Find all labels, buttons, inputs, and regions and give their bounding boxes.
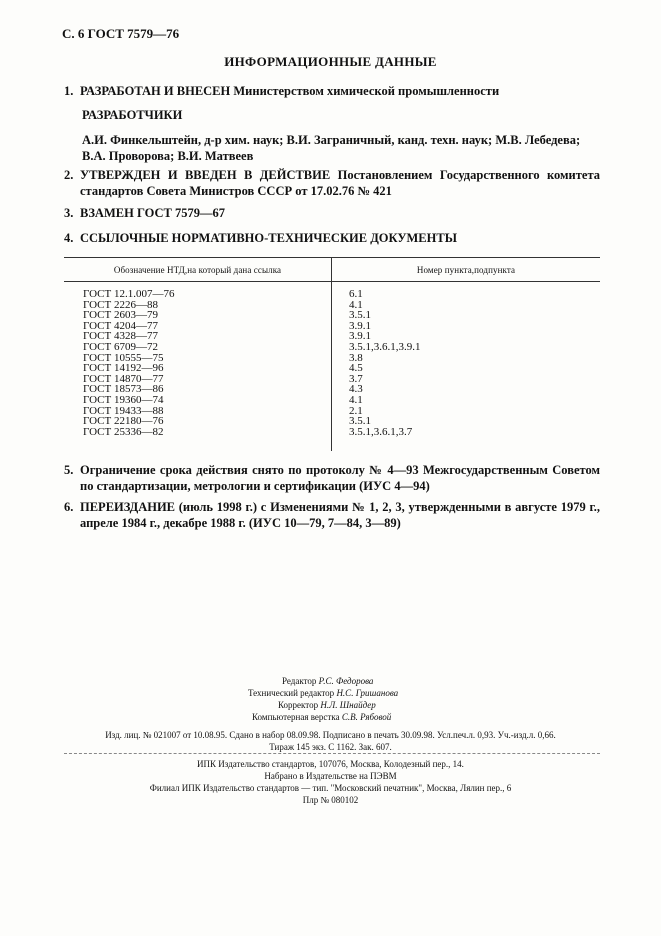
imprint-editor: [282, 675, 373, 687]
section-2: [64, 167, 600, 199]
layout-name: С.В. Рябовой: [341, 712, 392, 722]
table-cell-clause: 3.5.1,3.6.1,3.7: [349, 425, 413, 438]
page-title: ИНФОРМАЦИОННЫЕ ДАННЫЕ: [224, 54, 437, 69]
corrector-name: Н.Л. Шнайдер: [320, 700, 376, 710]
table-cell-ntd: ГОСТ 18573—86: [83, 383, 164, 396]
page-header: С. 6 ГОСТ 7579—76: [62, 26, 180, 41]
imprint-line-6: Плр № 080102: [302, 795, 359, 805]
imprint-line-4: Набрано в Издательстве на ПЭВМ: [264, 771, 397, 781]
table-cell-ntd: ГОСТ 19360—74: [83, 393, 164, 406]
section-2-number: 2.: [64, 168, 74, 182]
section-5: [64, 462, 600, 494]
imprint-corrector: [278, 699, 376, 711]
editor-label: Редактор: [282, 676, 317, 686]
imprint-layout: [252, 711, 391, 723]
section-4-number: 4.: [64, 231, 74, 245]
table-cell-clause: 3.7: [349, 372, 363, 385]
imprint-divider: [64, 753, 600, 754]
section-4-text: ССЫЛОЧНЫЕ НОРМАТИВНО-ТЕХНИЧЕСКИЕ ДОКУМЕНТЫ: [80, 231, 457, 245]
section-6: [64, 499, 600, 531]
developers-heading: РАЗРАБОТЧИКИ: [82, 108, 183, 122]
table-cell-clause: 3.5.1: [349, 415, 371, 428]
table-cell-clause: 4.1: [349, 298, 363, 311]
table-header-rule: [64, 281, 600, 282]
imprint-line-1: Изд. лиц. № 021007 от 10.08.95. Сдано в набор 08.09.98. Подписано в печать 30.09.98. Усл.печ.л. 0,93. Уч.-изд.л. 0,66.: [105, 730, 556, 740]
table-cell-clause: 3.5.1,3.6.1,3.9.1: [349, 340, 421, 353]
tech-editor-label: Технический редактор: [248, 688, 335, 698]
table-cell-ntd: ГОСТ 4204—77: [83, 319, 158, 332]
imprint-tech-editor: [248, 687, 398, 699]
editor-name: Р.С. Федорова: [318, 676, 374, 686]
table-cell-clause: 3.8: [349, 351, 363, 364]
developers-line-1: А.И. Финкельштейн, д-р хим. наук; В.И. Заграничный, канд. техн. наук; М.В. Лебедева;: [82, 133, 581, 147]
table-header-ntd: Обозначение НТД,на который дана ссылка: [113, 265, 282, 275]
corrector-label: Корректор: [278, 700, 319, 710]
table-cell-ntd: ГОСТ 12.1.007—76: [83, 288, 175, 300]
table-cell-clause: 3.9.1: [349, 330, 371, 343]
imprint-line-2: Тираж 145 экз. С 1162. Зак. 607.: [269, 742, 392, 752]
developers-list: [82, 132, 600, 164]
table-cell-clause: 4.5: [349, 362, 363, 375]
table-cell-clause: 4.1: [349, 393, 363, 406]
section-5-number: 5.: [64, 463, 74, 477]
table-cell-clause: 4.3: [349, 383, 363, 396]
table-cell-ntd: ГОСТ 4328—77: [83, 330, 158, 343]
table-cell-ntd: ГОСТ 14192—96: [83, 362, 164, 375]
section-5-text: Ограничение срока действия снято по протоколу № 4—93 Межгосударственным Советом по стандартизации, метрологии и сертификации (ИУС 4—94): [80, 463, 600, 493]
section-2-text: УТВЕРЖДЕН И ВВЕДЕН В ДЕЙСТВИЕ Постановлением Государственного комитета стандартов Совета Министров СССР от 17.02.76 № 421: [80, 168, 600, 198]
table-cell-clause: 3.5.1: [349, 309, 371, 322]
section-1: [64, 84, 600, 99]
section-1-text: РАЗРАБОТАН И ВНЕСЕН Министерством химической промышленности: [80, 84, 500, 98]
table-cell-ntd: ГОСТ 10555—75: [83, 351, 164, 364]
table-cell-ntd: ГОСТ 19433—88: [83, 404, 164, 417]
imprint-line-5: Филиал ИПК Издательство стандартов — тип. "Московский печатник", Москва, Лялин пер., 6: [149, 783, 512, 793]
table-cell-ntd: ГОСТ 6709—72: [83, 340, 158, 353]
table-column-divider: [331, 257, 332, 451]
table-cell-ntd: ГОСТ 14870—77: [83, 372, 164, 385]
tech-editor-name: Н.С. Гришанова: [336, 688, 399, 698]
table-column-clause: [349, 289, 421, 437]
section-6-number: 6.: [64, 500, 74, 514]
imprint-line-3: ИПК Издательство стандартов, 107076, Москва, Колодезный пер., 14.: [197, 759, 464, 769]
table-header-clause: Номер пункта,подпункта: [416, 265, 516, 275]
section-3-text: ВЗАМЕН ГОСТ 7579—67: [80, 206, 225, 220]
table-cell-clause: 6.1: [349, 288, 363, 300]
developers-line-2: В.А. Проворова; В.И. Матвеев: [82, 149, 254, 163]
section-3: [64, 206, 600, 221]
table-cell-ntd: ГОСТ 25336—82: [83, 425, 164, 438]
layout-label: Компьютерная верстка: [252, 712, 340, 722]
section-3-number: 3.: [64, 206, 74, 220]
table-cell-clause: 3.9.1: [349, 319, 371, 332]
table-cell-clause: 2.1: [349, 404, 363, 417]
section-6-text: ПЕРЕИЗДАНИЕ (июль 1998 г.) с Изменениями № 1, 2, 3, утвержденными в августе 1979 г., апреле 1984 г., декабре 1988 г. (ИУС 10—79, 7—84, 3—89): [80, 500, 600, 530]
table-cell-ntd: ГОСТ 22180—76: [83, 415, 164, 428]
section-4: [64, 231, 600, 246]
table-cell-ntd: ГОСТ 2603—79: [83, 309, 158, 322]
table-cell-ntd: ГОСТ 2226—88: [83, 298, 158, 311]
table-top-rule: [64, 257, 600, 258]
table-column-ntd: [83, 289, 174, 437]
section-1-number: 1.: [64, 84, 74, 98]
